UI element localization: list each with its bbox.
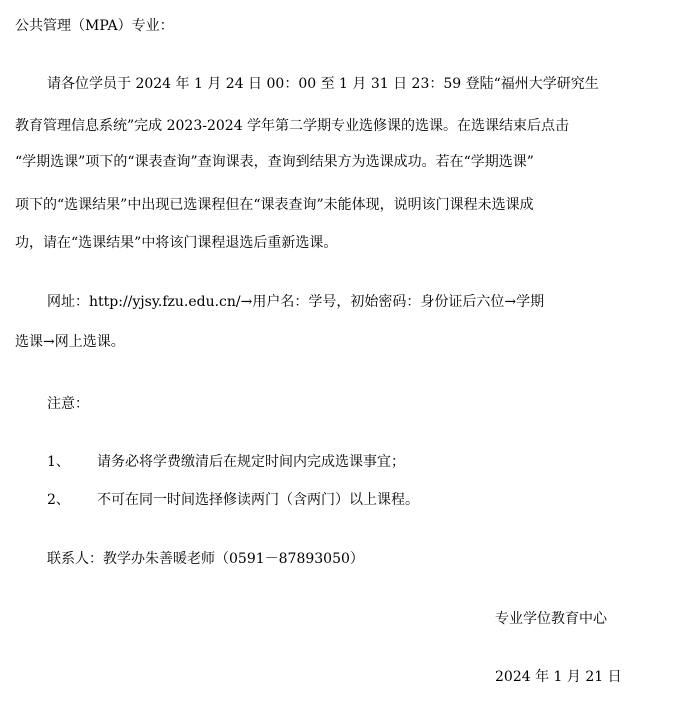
notes-label: 注意： xyxy=(47,396,89,412)
note-text: 不可在同一时间选择修读两门（含两门）以上课程。 xyxy=(97,492,419,508)
paragraph-1-line-4: 项下的“选课结果”中出现已选课程但在“课表查询”未能体现，说明该门课程未选课成 xyxy=(15,197,534,213)
note-number: 2、 xyxy=(47,492,70,508)
note-item xyxy=(47,452,405,472)
paragraph-1-line-2: 教育管理信息系统”完成 2023-2024 学年第二学期专业选修课的选课。在选课结束后点击 xyxy=(15,118,570,134)
paragraph-2-line-2: 选课→网上选课。 xyxy=(15,334,125,350)
document-heading: 公共管理（MPA）专业： xyxy=(15,18,174,34)
note-text: 请务必将学费缴清后在规定时间内完成选课事宜； xyxy=(97,454,405,470)
note-number: 1、 xyxy=(47,454,70,470)
paragraph-1-line-1: 请各位学员于 2024 年 1 月 24 日 00：00 至 1 月 31 日 23：59 登陆“福州大学研究生 xyxy=(47,76,599,92)
signature-date: 2024 年 1 月 21 日 xyxy=(495,669,622,685)
signature-organization: 专业学位教育中心 xyxy=(495,611,607,627)
contact-info: 联系人：教学办朱善暖老师（0591－87893050） xyxy=(47,551,364,567)
paragraph-1-line-3: “学期选课”项下的“课表查询”查询课表，查询到结果方为选课成功。若在“学期选课” xyxy=(15,154,534,170)
note-item xyxy=(47,490,419,510)
paragraph-2-line-1: 网址：http://yjsy.fzu.edu.cn/→用户名：学号，初始密码：身份证后六位→学期 xyxy=(47,294,545,310)
paragraph-1-line-5: 功，请在“选课结果”中将该门课程退选后重新选课。 xyxy=(15,235,338,251)
